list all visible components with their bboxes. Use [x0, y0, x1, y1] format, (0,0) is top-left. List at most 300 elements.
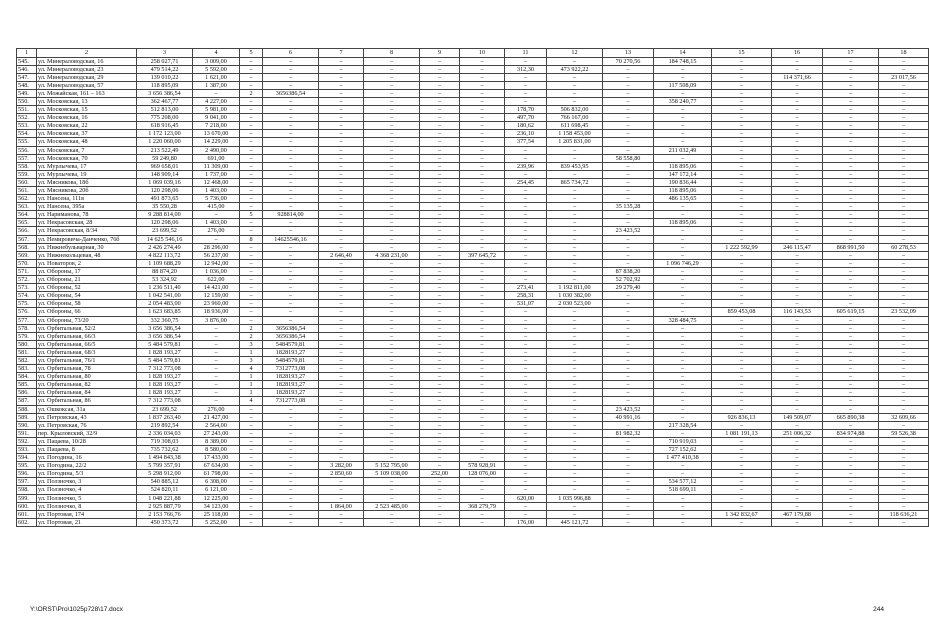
table-cell: – — [193, 365, 240, 373]
table-cell: 1 192 811,00 — [547, 284, 603, 292]
table-cell: – — [603, 130, 654, 138]
table-cell: 59 249,80 — [137, 154, 193, 162]
table-cell: – — [712, 502, 772, 510]
table-cell: 546. — [17, 65, 37, 73]
table-cell: – — [823, 356, 879, 364]
table-cell: ул. Орбитальная, 66/3 — [37, 332, 137, 340]
table-cell: – — [319, 97, 364, 105]
table-cell: – — [603, 421, 654, 429]
table-cell: – — [772, 259, 823, 267]
table-cell: 566. — [17, 227, 37, 235]
table-cell: – — [603, 122, 654, 130]
table-cell: 35 550,28 — [137, 203, 193, 211]
table-cell: – — [240, 446, 263, 454]
table-cell: – — [823, 235, 879, 243]
table-cell: – — [420, 429, 460, 437]
table-cell: – — [712, 106, 772, 114]
table-cell: 590. — [17, 421, 37, 429]
table-cell: 184 748,15 — [654, 57, 712, 65]
table-cell: – — [772, 114, 823, 122]
table-cell: 190 836,44 — [654, 178, 712, 186]
table-cell: – — [420, 211, 460, 219]
table-cell: – — [364, 122, 420, 130]
table-cell: 4 — [240, 365, 263, 373]
table-row — [17, 300, 929, 308]
table-cell: – — [460, 154, 505, 162]
table-cell: – — [364, 429, 420, 437]
table-cell: – — [319, 332, 364, 340]
table-row — [17, 138, 929, 146]
table-cell: – — [547, 405, 603, 413]
table-cell: – — [319, 154, 364, 162]
table-cell: – — [547, 81, 603, 89]
table-cell: – — [505, 97, 547, 105]
table-cell: 553. — [17, 122, 37, 130]
table-cell: – — [319, 292, 364, 300]
table-cell: – — [712, 462, 772, 470]
table-row — [17, 405, 929, 413]
column-header: 17 — [823, 49, 879, 58]
table-cell: – — [879, 405, 929, 413]
table-cell: – — [505, 421, 547, 429]
table-cell: – — [420, 413, 460, 421]
table-cell: 599. — [17, 494, 37, 502]
table-cell: – — [712, 219, 772, 227]
table-cell: 1 828 193,27 — [137, 389, 193, 397]
table-cell: 60 278,53 — [879, 243, 929, 251]
table-cell: – — [505, 510, 547, 518]
table-cell: – — [364, 73, 420, 81]
table-cell: – — [772, 381, 823, 389]
table-cell: ул. Ошкоксая, 31а — [37, 405, 137, 413]
table-cell: 524 820,11 — [137, 486, 193, 494]
table-cell: – — [505, 251, 547, 259]
table-cell: 5484579,81 — [263, 356, 319, 364]
table-cell: – — [420, 502, 460, 510]
table-cell: – — [505, 373, 547, 381]
table-cell: 14 421,00 — [193, 284, 240, 292]
table-cell: – — [772, 292, 823, 300]
table-cell: – — [364, 267, 420, 275]
table-cell: 180,62 — [505, 122, 547, 130]
table-cell: – — [193, 348, 240, 356]
table-cell: – — [505, 227, 547, 235]
table-cell: – — [603, 356, 654, 364]
table-cell: – — [823, 478, 879, 486]
table-cell: ул. Мурлычева, 19 — [37, 170, 137, 178]
table-cell: ул. Орбитальная, 52/2 — [37, 324, 137, 332]
page-number: 244 — [873, 606, 884, 613]
table-cell: – — [823, 276, 879, 284]
table-cell: 25 118,00 — [193, 510, 240, 518]
table-cell: – — [823, 316, 879, 324]
column-header: 13 — [603, 49, 654, 58]
table-cell: – — [654, 324, 712, 332]
table-cell: – — [263, 73, 319, 81]
table-cell: – — [823, 65, 879, 73]
table-cell: 1 — [240, 389, 263, 397]
table-cell: 555. — [17, 138, 37, 146]
table-cell: – — [505, 308, 547, 316]
table-cell: – — [263, 251, 319, 259]
table-cell: – — [420, 389, 460, 397]
table-cell: – — [420, 130, 460, 138]
table-cell: 276,00 — [193, 227, 240, 235]
table-cell: 587. — [17, 397, 37, 405]
table-cell: – — [193, 356, 240, 364]
table-cell: – — [879, 316, 929, 324]
table-cell: – — [879, 478, 929, 486]
table-cell: – — [319, 518, 364, 526]
table-cell: 5 109 038,00 — [364, 470, 420, 478]
table-cell: 117 508,09 — [654, 81, 712, 89]
table-cell: – — [712, 227, 772, 235]
table-cell: – — [460, 348, 505, 356]
table-cell: 52 702,92 — [603, 276, 654, 284]
table-cell: – — [712, 340, 772, 348]
table-cell: – — [879, 219, 929, 227]
table-cell: – — [505, 154, 547, 162]
table-cell: – — [240, 251, 263, 259]
table-cell: – — [654, 276, 712, 284]
table-cell: 8 — [240, 235, 263, 243]
table-cell: 2 523 485,00 — [364, 502, 420, 510]
table-cell: – — [319, 219, 364, 227]
table-cell: 868 991,50 — [823, 243, 879, 251]
table-cell: – — [603, 211, 654, 219]
table-row — [17, 211, 929, 219]
table-cell: ул. Ползночко, 5 — [37, 494, 137, 502]
table-cell: – — [712, 470, 772, 478]
table-cell: – — [879, 462, 929, 470]
table-cell: – — [240, 470, 263, 478]
table-cell: 969 658,01 — [137, 162, 193, 170]
table-cell: – — [240, 162, 263, 170]
table-cell: – — [547, 187, 603, 195]
table-cell: – — [364, 356, 420, 364]
table-cell: – — [712, 381, 772, 389]
table-cell: – — [547, 332, 603, 340]
table-cell: – — [879, 97, 929, 105]
table-cell: 332 360,75 — [137, 316, 193, 324]
table-cell: – — [505, 389, 547, 397]
table-cell: – — [420, 308, 460, 316]
table-cell: 114 371,66 — [772, 73, 823, 81]
table-cell: – — [603, 300, 654, 308]
table-cell: – — [823, 300, 879, 308]
table-cell: – — [364, 170, 420, 178]
table-cell: – — [547, 267, 603, 275]
table-cell: – — [263, 494, 319, 502]
table-cell: – — [420, 235, 460, 243]
table-row — [17, 97, 929, 105]
table-cell: – — [712, 73, 772, 81]
table-cell: – — [505, 405, 547, 413]
table-cell: 2 — [240, 324, 263, 332]
table-cell: – — [364, 259, 420, 267]
table-cell: 1 096 746,29 — [654, 259, 712, 267]
table-cell: 602. — [17, 518, 37, 526]
table-header-row — [17, 49, 929, 58]
table-cell: 1828193,27 — [263, 348, 319, 356]
table-cell: 591. — [17, 429, 37, 437]
table-cell: – — [654, 114, 712, 122]
table-cell: – — [879, 397, 929, 405]
table-cell: – — [319, 308, 364, 316]
table-cell: – — [364, 381, 420, 389]
table-cell: 1 403,00 — [193, 219, 240, 227]
table-cell: 593. — [17, 446, 37, 454]
table-cell: – — [420, 478, 460, 486]
table-cell: 276,00 — [193, 405, 240, 413]
table-cell: – — [364, 373, 420, 381]
table-cell: – — [319, 227, 364, 235]
table-cell: – — [603, 106, 654, 114]
table-cell: 1828193,27 — [263, 373, 319, 381]
table-cell: 4 227,00 — [193, 97, 240, 105]
table-cell: 567. — [17, 235, 37, 243]
table-cell: – — [603, 308, 654, 316]
table-cell: – — [460, 187, 505, 195]
table-cell: ул. Мясникова, 20б — [37, 187, 137, 195]
table-cell: 6 308,00 — [193, 478, 240, 486]
table-cell: 2 646,40 — [319, 251, 364, 259]
table-cell: – — [505, 195, 547, 203]
table-cell: – — [772, 454, 823, 462]
table-cell: ул. Пацаева, 10/28 — [37, 437, 137, 445]
table-cell: – — [364, 332, 420, 340]
table-cell: 7 312 773,08 — [137, 365, 193, 373]
table-cell: – — [319, 170, 364, 178]
table-cell: 1 069 039,16 — [137, 178, 193, 186]
table-cell: – — [772, 389, 823, 397]
table-cell: 3 — [240, 356, 263, 364]
table-cell: 7312773,08 — [263, 365, 319, 373]
table-cell: 556. — [17, 146, 37, 154]
table-cell: – — [654, 65, 712, 73]
table-cell: – — [420, 454, 460, 462]
column-header: 4 — [193, 49, 240, 58]
table-cell: – — [319, 437, 364, 445]
table-row — [17, 114, 929, 122]
table-cell: 2 925 887,79 — [137, 502, 193, 510]
table-cell: – — [505, 381, 547, 389]
table-cell: – — [712, 89, 772, 97]
table-cell: – — [460, 73, 505, 81]
table-cell: – — [240, 187, 263, 195]
table-row — [17, 373, 929, 381]
table-cell: 5484579,81 — [263, 340, 319, 348]
table-cell: – — [879, 57, 929, 65]
column-header: 14 — [654, 49, 712, 58]
table-row — [17, 324, 929, 332]
table-cell: 258 027,71 — [137, 57, 193, 65]
column-header: 12 — [547, 49, 603, 58]
table-cell: – — [263, 170, 319, 178]
table-cell: – — [823, 470, 879, 478]
table-cell: – — [654, 405, 712, 413]
table-cell: – — [603, 243, 654, 251]
table-row — [17, 502, 929, 510]
table-cell: 710 919,03 — [654, 437, 712, 445]
table-cell: – — [505, 446, 547, 454]
table-cell: – — [364, 518, 420, 526]
table-cell: – — [879, 494, 929, 502]
table-cell: 1 837 263,40 — [137, 413, 193, 421]
table-cell: – — [460, 243, 505, 251]
table-cell: – — [240, 81, 263, 89]
table-cell: – — [547, 324, 603, 332]
table-cell: 859 453,08 — [712, 308, 772, 316]
table-cell: – — [420, 195, 460, 203]
table-cell: – — [319, 454, 364, 462]
table-cell: – — [505, 146, 547, 154]
column-header: 15 — [712, 49, 772, 58]
table-cell: – — [879, 130, 929, 138]
table-row — [17, 348, 929, 356]
table-cell: 1 737,00 — [193, 170, 240, 178]
table-cell: – — [879, 324, 929, 332]
table-cell: – — [547, 316, 603, 324]
table-cell: 3 282,00 — [319, 462, 364, 470]
table-cell: – — [654, 462, 712, 470]
table-cell: – — [420, 348, 460, 356]
table-cell: ул. Некрасовская, 28 — [37, 219, 137, 227]
column-header: 7 — [319, 49, 364, 58]
table-cell: ул. Портовая, 21 — [37, 518, 137, 526]
table-row — [17, 276, 929, 284]
table-cell: 2 426 274,49 — [137, 243, 193, 251]
table-cell: – — [603, 494, 654, 502]
table-cell: – — [263, 470, 319, 478]
table-cell: – — [547, 356, 603, 364]
table-row — [17, 332, 929, 340]
table-cell: – — [263, 276, 319, 284]
table-row — [17, 259, 929, 267]
table-cell: – — [505, 267, 547, 275]
table-cell: – — [772, 373, 823, 381]
table-cell: – — [319, 429, 364, 437]
table-cell: – — [547, 462, 603, 470]
table-cell: 23 017,56 — [879, 73, 929, 81]
table-cell: – — [240, 146, 263, 154]
table-cell: – — [603, 146, 654, 154]
table-cell: – — [240, 114, 263, 122]
table-row — [17, 381, 929, 389]
table-cell: – — [712, 162, 772, 170]
table-cell: – — [712, 356, 772, 364]
table-cell: 595. — [17, 462, 37, 470]
table-cell: – — [547, 97, 603, 105]
table-cell: – — [603, 324, 654, 332]
table-cell: – — [547, 57, 603, 65]
table-cell: – — [654, 373, 712, 381]
table-cell: – — [712, 170, 772, 178]
table-cell: – — [505, 219, 547, 227]
table-cell: – — [263, 57, 319, 65]
table-cell: 81 982,32 — [603, 429, 654, 437]
table-cell: 18 936,00 — [193, 308, 240, 316]
table-cell: – — [712, 405, 772, 413]
table-cell: – — [460, 89, 505, 97]
table-row — [17, 195, 929, 203]
table-cell: – — [193, 324, 240, 332]
table-cell: – — [547, 348, 603, 356]
table-cell: – — [772, 146, 823, 154]
table-cell: – — [460, 259, 505, 267]
table-cell: 178,70 — [505, 106, 547, 114]
table-cell: – — [505, 276, 547, 284]
table-cell: – — [319, 284, 364, 292]
table-cell: 5 298 912,00 — [137, 470, 193, 478]
table-cell: 578. — [17, 324, 37, 332]
table-cell: – — [460, 97, 505, 105]
table-cell: – — [240, 413, 263, 421]
table-cell: – — [193, 332, 240, 340]
table-cell: 551. — [17, 106, 37, 114]
table-cell: – — [319, 203, 364, 211]
table-cell: 928814,00 — [263, 211, 319, 219]
table-cell: – — [823, 130, 879, 138]
table-cell: – — [240, 437, 263, 445]
table-cell: – — [772, 356, 823, 364]
table-cell: – — [319, 122, 364, 130]
table-cell: 148 909,14 — [137, 170, 193, 178]
table-cell: 118 895,06 — [654, 162, 712, 170]
table-cell: – — [263, 195, 319, 203]
table-cell: – — [460, 340, 505, 348]
table-cell: – — [823, 162, 879, 170]
table-cell: – — [823, 502, 879, 510]
table-cell: ул. Пацаева, 8 — [37, 446, 137, 454]
table-cell: – — [712, 494, 772, 502]
table-cell: – — [263, 106, 319, 114]
table-cell: – — [547, 251, 603, 259]
table-cell: – — [240, 300, 263, 308]
table-cell: – — [603, 389, 654, 397]
table-cell: – — [712, 284, 772, 292]
table-cell: – — [603, 97, 654, 105]
table-cell: – — [319, 195, 364, 203]
table-cell: – — [364, 284, 420, 292]
table-cell: – — [460, 57, 505, 65]
table-cell: – — [772, 154, 823, 162]
table-cell: – — [364, 340, 420, 348]
table-cell: – — [712, 276, 772, 284]
table-cell: – — [823, 227, 879, 235]
table-cell: – — [263, 243, 319, 251]
table-cell: – — [505, 429, 547, 437]
table-cell: – — [263, 138, 319, 146]
table-cell: 622,00 — [193, 276, 240, 284]
table-cell: – — [547, 146, 603, 154]
table-cell: – — [240, 486, 263, 494]
table-cell: 1 222 592,99 — [712, 243, 772, 251]
table-cell: – — [263, 154, 319, 162]
table-cell: – — [547, 470, 603, 478]
table-cell: 8 389,00 — [193, 437, 240, 445]
table-cell: – — [240, 462, 263, 470]
table-cell: – — [547, 454, 603, 462]
table-cell: – — [712, 316, 772, 324]
table-cell: – — [319, 276, 364, 284]
table-cell: – — [420, 154, 460, 162]
table-cell: – — [240, 518, 263, 526]
table-cell: 1 042 541,00 — [137, 292, 193, 300]
table-cell: – — [654, 470, 712, 478]
table-cell: – — [263, 219, 319, 227]
table-cell: – — [420, 510, 460, 518]
